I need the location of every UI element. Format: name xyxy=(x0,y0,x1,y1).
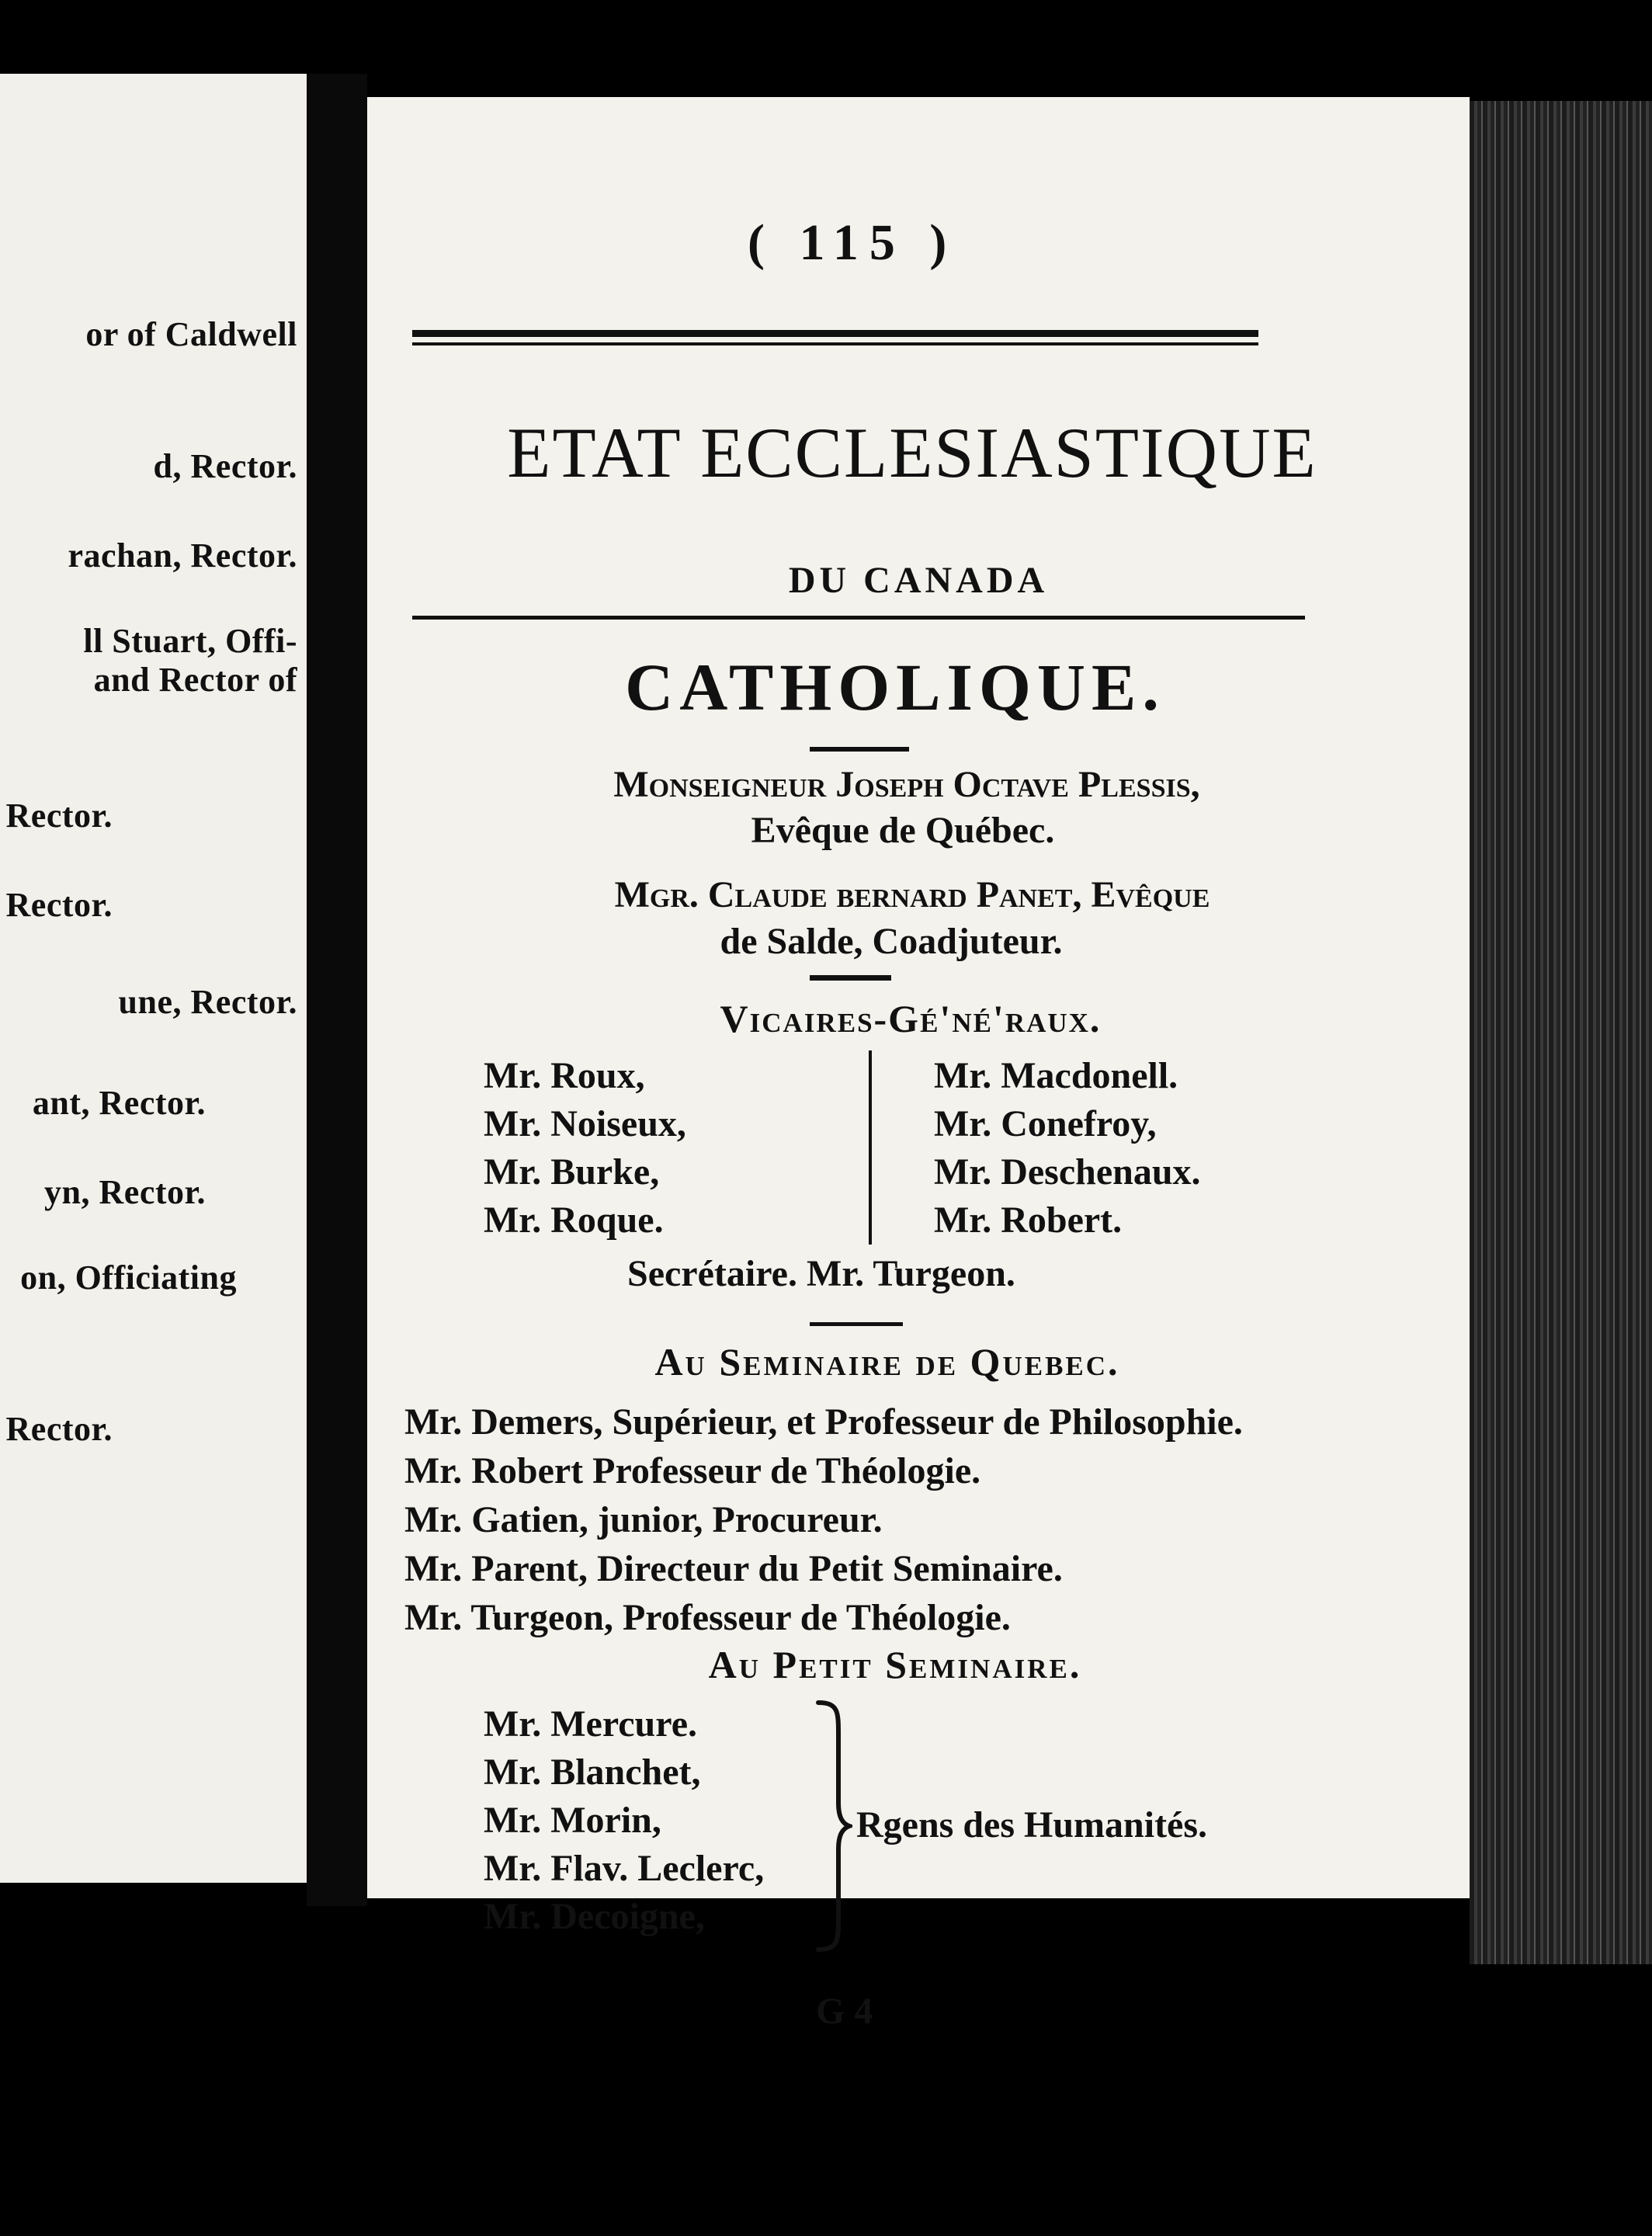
bishop-title: Evêque de Québec. xyxy=(751,810,1055,851)
regent-name: Mr. Mercure. xyxy=(484,1703,697,1745)
coadjutor-line: Mgr. Claude bernard Panet, Evêque xyxy=(614,874,1210,915)
vicaires-right-column xyxy=(934,1052,1201,1245)
left-line: Rector. xyxy=(5,797,113,835)
left-line: and Rector of xyxy=(93,661,297,699)
vicaire-name: Mr. Macdonell. xyxy=(934,1055,1178,1096)
main-title: ETAT ECCLESIASTIQUE xyxy=(507,413,1317,492)
left-line: rachan, Rector. xyxy=(68,536,297,575)
top-rule xyxy=(412,330,1258,337)
secretary-line: Secrétaire. Mr. Turgeon. xyxy=(627,1253,1015,1294)
short-rule xyxy=(810,747,909,752)
seminaire-list xyxy=(404,1398,1243,1642)
page-number: ( 115 ) xyxy=(748,214,958,271)
signature-mark: G 4 xyxy=(816,1991,873,2032)
vicaire-name: Mr. Deschenaux. xyxy=(934,1151,1201,1193)
page-edges xyxy=(1470,101,1652,1964)
left-line: Rector. xyxy=(5,1410,113,1448)
vicaire-name: Mr. Burke, xyxy=(484,1151,660,1193)
regent-name: Mr. Morin, xyxy=(484,1800,661,1841)
left-line: yn, Rector. xyxy=(44,1173,206,1211)
left-line: ant, Rector. xyxy=(32,1084,206,1122)
vicaire-name: Mr. Roque. xyxy=(484,1200,664,1241)
vicaire-name: Mr. Roux, xyxy=(484,1055,645,1096)
left-page-fragment xyxy=(0,74,307,1883)
book-gutter xyxy=(307,74,367,1906)
vicaires-left-column xyxy=(484,1052,686,1245)
left-line: ll Stuart, Offi- xyxy=(83,622,297,660)
regent-name: Mr. Decoigne, xyxy=(484,1896,705,1937)
coadjutor-title: de Salde, Coadjuteur. xyxy=(720,921,1063,962)
vicaire-name: Mr. Noiseux, xyxy=(484,1103,686,1144)
short-rule xyxy=(810,1322,903,1326)
top-rule-thin xyxy=(412,342,1258,345)
left-line: Rector. xyxy=(5,886,113,924)
column-divider xyxy=(869,1050,872,1245)
vicaire-name: Mr. Conefroy, xyxy=(934,1103,1157,1144)
subtitle: DU CANADA xyxy=(788,560,1049,601)
regent-name: Mr. Blanchet, xyxy=(484,1752,701,1793)
seminaire-line: Mr. Robert Professeur de Théologie. xyxy=(404,1450,981,1491)
seminaire-line: Mr. Turgeon, Professeur de Théologie. xyxy=(404,1597,1011,1638)
short-rule xyxy=(810,975,891,981)
vicaire-name: Mr. Robert. xyxy=(934,1200,1123,1241)
divider-rule xyxy=(412,616,1305,620)
seminaire-line: Mr. Gatien, junior, Procureur. xyxy=(404,1499,883,1540)
left-line: une, Rector. xyxy=(118,983,297,1021)
section-heading: CATHOLIQUE. xyxy=(625,650,1165,724)
regents-role: Rgens des Humanités. xyxy=(856,1804,1208,1845)
right-page xyxy=(367,97,1470,2032)
bishop-line: Monseigneur Joseph Octave Plessis, xyxy=(613,764,1200,805)
left-line: on, Officiating xyxy=(20,1259,237,1297)
curly-brace xyxy=(814,1698,852,1954)
left-line: d, Rector. xyxy=(153,447,297,485)
vicaires-heading: Vicaires-Gé'né'raux. xyxy=(720,997,1102,1040)
left-line: or of Caldwell xyxy=(85,315,297,353)
regent-name: Mr. Flav. Leclerc, xyxy=(484,1848,765,1889)
petit-seminaire-names xyxy=(484,1700,764,1941)
seminaire-line: Mr. Demers, Supérieur, et Professeur de Philosophie. xyxy=(404,1401,1243,1443)
seminaire-heading: Au Seminaire de Quebec. xyxy=(654,1340,1120,1384)
petit-seminaire-heading: Au Petit Seminaire. xyxy=(708,1643,1082,1686)
seminaire-line: Mr. Parent, Directeur du Petit Seminaire. xyxy=(404,1548,1063,1589)
